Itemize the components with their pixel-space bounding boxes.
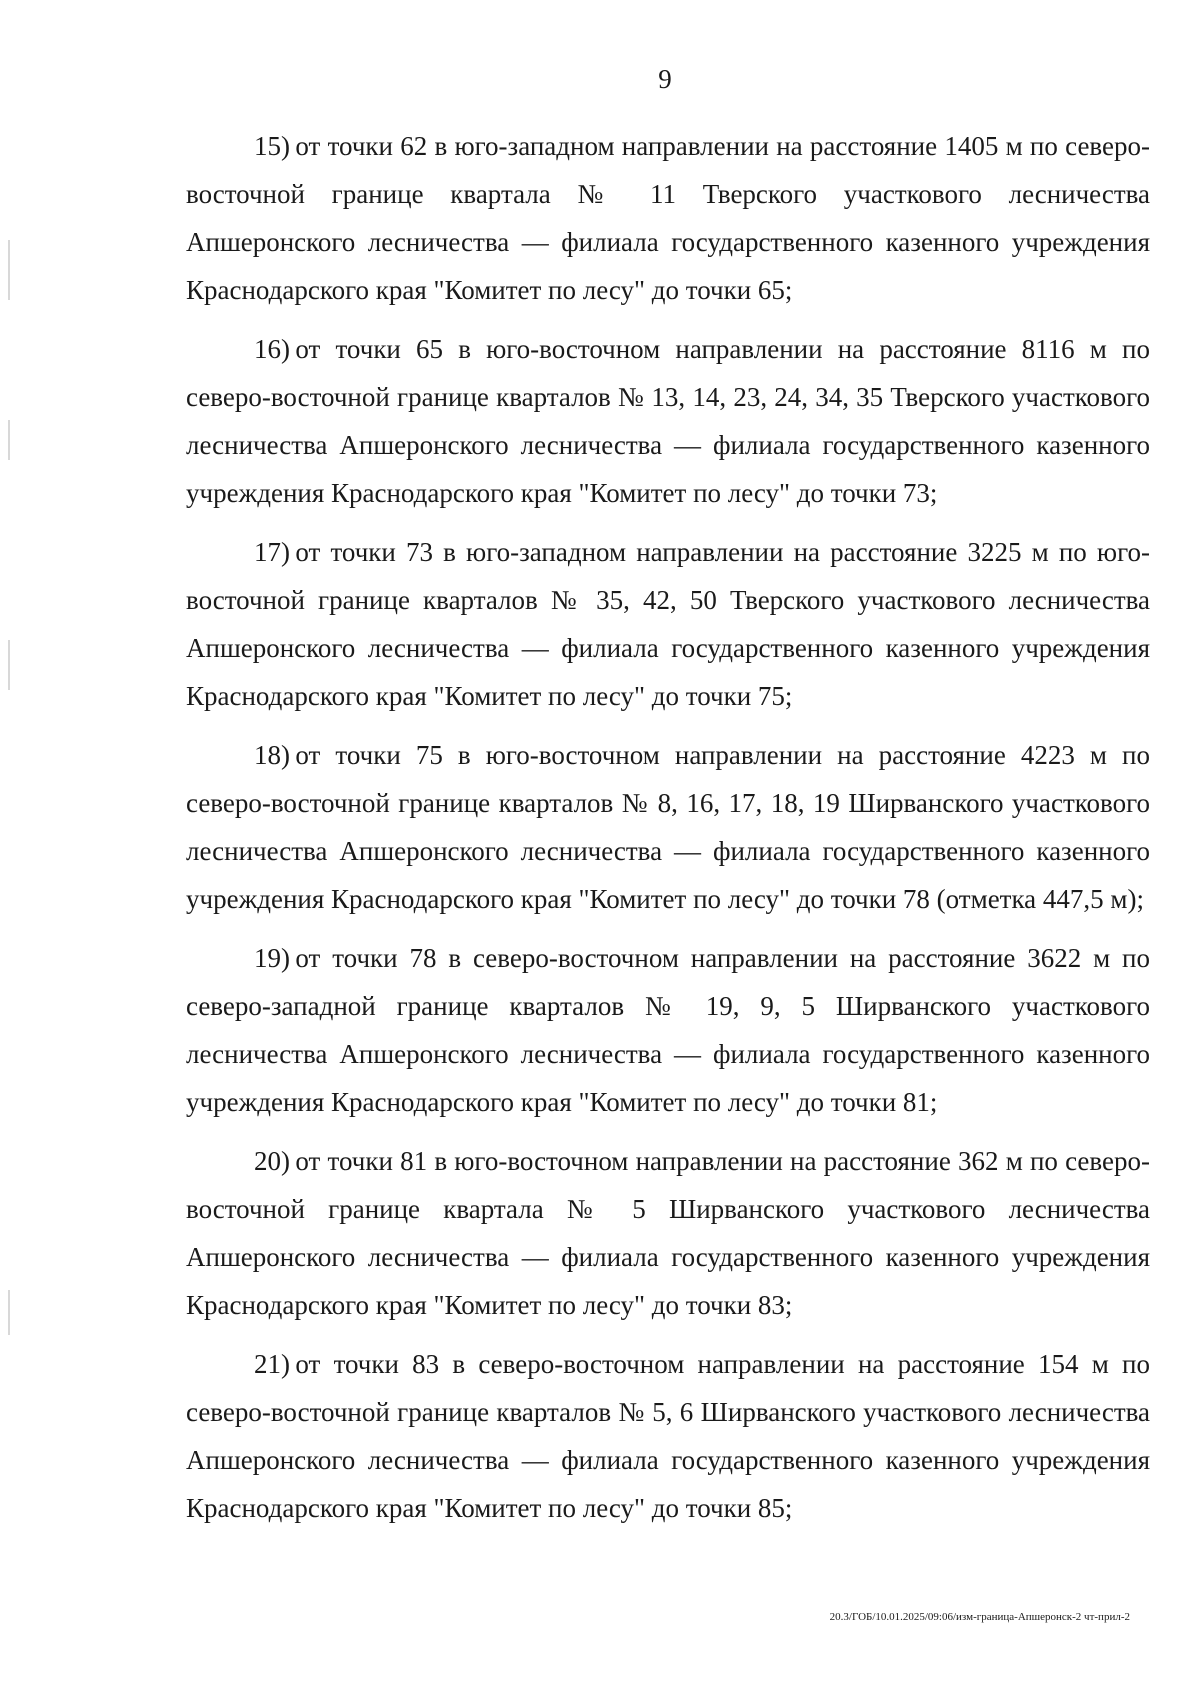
paragraph-20: 20) от точки 81 в юго-восточном направлении на расстояние 362 м по северо-восточной границе квартала № 5 Ширванского участкового лесничества Апшеронского лесничества — филиала государственного казенного учреждения Краснодарского края "Комитет по лесу" до точки 83; bbox=[186, 1146, 1150, 1320]
scan-edge-mark-1 bbox=[8, 240, 10, 300]
document-body bbox=[186, 122, 1150, 1543]
paragraph-19: 19) от точки 78 в северо-восточном направлении на расстояние 3622 м по северо-западной границе кварталов № 19, 9, 5 Ширванского участкового лесничества Апшеронского лесничества — филиала государственного казенного учреждения Краснодарского края "Комитет по лесу" до точки 81; bbox=[186, 943, 1150, 1117]
document-footer-code: 20.3/ГОБ/10.01.2025/09:06/изм-граница-Апшеронск-2 чт-прил-2 bbox=[829, 1611, 1130, 1623]
paragraph-16: 16) от точки 65 в юго-восточном направлении на расстояние 8116 м по северо-восточной границе кварталов № 13, 14, 23, 24, 34, 35 Тверского участкового лесничества Апшеронского лесничества — филиала государственного казенного учреждения Краснодарского края "Комитет по лесу" до точки 73; bbox=[186, 334, 1150, 508]
scan-edge-mark-2 bbox=[8, 420, 10, 460]
scan-edge-mark-4 bbox=[8, 1290, 10, 1335]
paragraph-21: 21) от точки 83 в северо-восточном направлении на расстояние 154 м по северо-восточной границе кварталов № 5, 6 Ширванского участкового лесничества Апшеронского лесничества — филиала государственного казенного учреждения Краснодарского края "Комитет по лесу" до точки 85; bbox=[186, 1349, 1150, 1523]
paragraph-17: 17) от точки 73 в юго-западном направлении на расстояние 3225 м по юго-восточной границе кварталов № 35, 42, 50 Тверского участкового лесничества Апшеронского лесничества — филиала государственного казенного учреждения Краснодарского края "Комитет по лесу" до точки 75; bbox=[186, 537, 1150, 711]
scan-edge-mark-3 bbox=[8, 640, 10, 690]
page-number: 9 bbox=[658, 64, 672, 94]
paragraph-15: 15) от точки 62 в юго-западном направлении на расстояние 1405 м по северо-восточной границе квартала № 11 Тверского участкового лесничества Апшеронского лесничества — филиала государственного казенного учреждения Краснодарского края "Комитет по лесу" до точки 65; bbox=[186, 131, 1150, 305]
paragraph-18: 18) от точки 75 в юго-восточном направлении на расстояние 4223 м по северо-восточной границе кварталов № 8, 16, 17, 18, 19 Ширванского участкового лесничества Апшеронского лесничества — филиала государственного казенного учреждения Краснодарского края "Комитет по лесу" до точки 78 (отметка 447,5 м); bbox=[186, 740, 1150, 914]
